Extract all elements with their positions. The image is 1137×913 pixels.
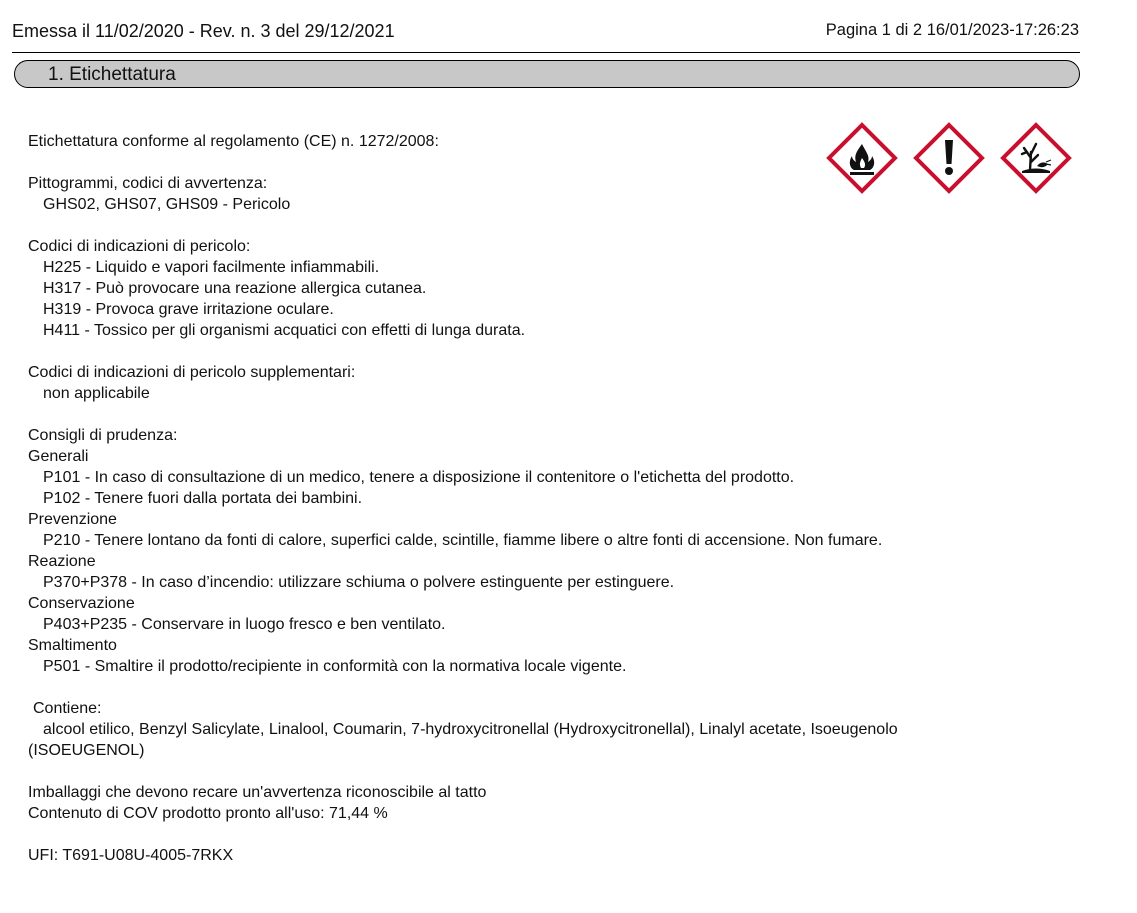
hazard-statement: H317 - Può provocare una reazione allergica cutanea. <box>43 280 427 297</box>
hazard-heading: Codici di indicazioni di pericolo: <box>28 238 251 255</box>
voc-content: Contenuto di COV prodotto pronto all'uso: 71,44 % <box>28 805 388 822</box>
ufi-code: UFI: T691-U08U-4005-7RKX <box>28 847 234 864</box>
precaution-group-name: Generali <box>28 448 89 465</box>
precaution-group-name: Smaltimento <box>28 637 117 654</box>
hazard-statement: H225 - Liquido e vapori facilmente infiammabili. <box>43 259 380 276</box>
page-info: Pagina 1 di 2 16/01/2023-17:26:23 <box>825 21 1079 39</box>
issue-date-revision: Emessa il 11/02/2020 - Rev. n. 3 del 29/12/2021 <box>12 21 395 41</box>
contains-heading: Contiene: <box>33 700 102 717</box>
tactile-warning: Imballaggi che devono recare un'avvertenza riconoscibile al tatto <box>28 784 487 801</box>
contains-line: (ISOEUGENOL) <box>28 742 145 759</box>
supplementary-hazard-value: non applicabile <box>43 385 150 402</box>
section-title: 1. Etichettatura <box>48 64 176 85</box>
precaution-heading: Consigli di prudenza: <box>28 427 178 444</box>
precaution-group-name: Conservazione <box>28 595 135 612</box>
header-divider <box>12 52 1080 53</box>
hazard-statement: H319 - Provoca grave irritazione oculare. <box>43 301 334 318</box>
contains-line: alcool etilico, Benzyl Salicylate, Linalool, Coumarin, 7-hydroxycitronellal (Hydroxycitronellal), Linalyl acetate, Isoeugenolo <box>43 721 898 738</box>
pictograms-value: GHS02, GHS07, GHS09 - Pericolo <box>43 196 291 213</box>
precaution-statement: P501 - Smaltire il prodotto/recipiente in conformità con la normativa locale vigente. <box>43 658 627 675</box>
hazard-statement: H411 - Tossico per gli organismi acquatici con effetti di lunga durata. <box>43 322 526 339</box>
regulation-intro: Etichettatura conforme al regolamento (CE) n. 1272/2008: <box>28 133 439 150</box>
pictograms-heading: Pittogrammi, codici di avvertenza: <box>28 175 268 192</box>
precaution-statement: P210 - Tenere lontano da fonti di calore, superfici calde, scintille, fiamme libere o altre fonti di accensione. Non fumare. <box>43 532 883 549</box>
precaution-statement: P102 - Tenere fuori dalla portata dei bambini. <box>43 490 363 507</box>
precaution-statement: P101 - In caso di consultazione di un medico, tenere a disposizione il contenitore o l'etichetta del prodotto. <box>43 469 795 486</box>
precaution-statement: P370+P378 - In caso d’incendio: utilizzare schiuma o polvere estinguente per estinguere. <box>43 574 675 591</box>
precaution-statement: P403+P235 - Conservare in luogo fresco e ben ventilato. <box>43 616 446 633</box>
precaution-group-name: Prevenzione <box>28 511 117 528</box>
precaution-group-name: Reazione <box>28 553 96 570</box>
supplementary-hazard-heading: Codici di indicazioni di pericolo supplementari: <box>28 364 356 381</box>
labelling-content <box>28 131 1118 866</box>
